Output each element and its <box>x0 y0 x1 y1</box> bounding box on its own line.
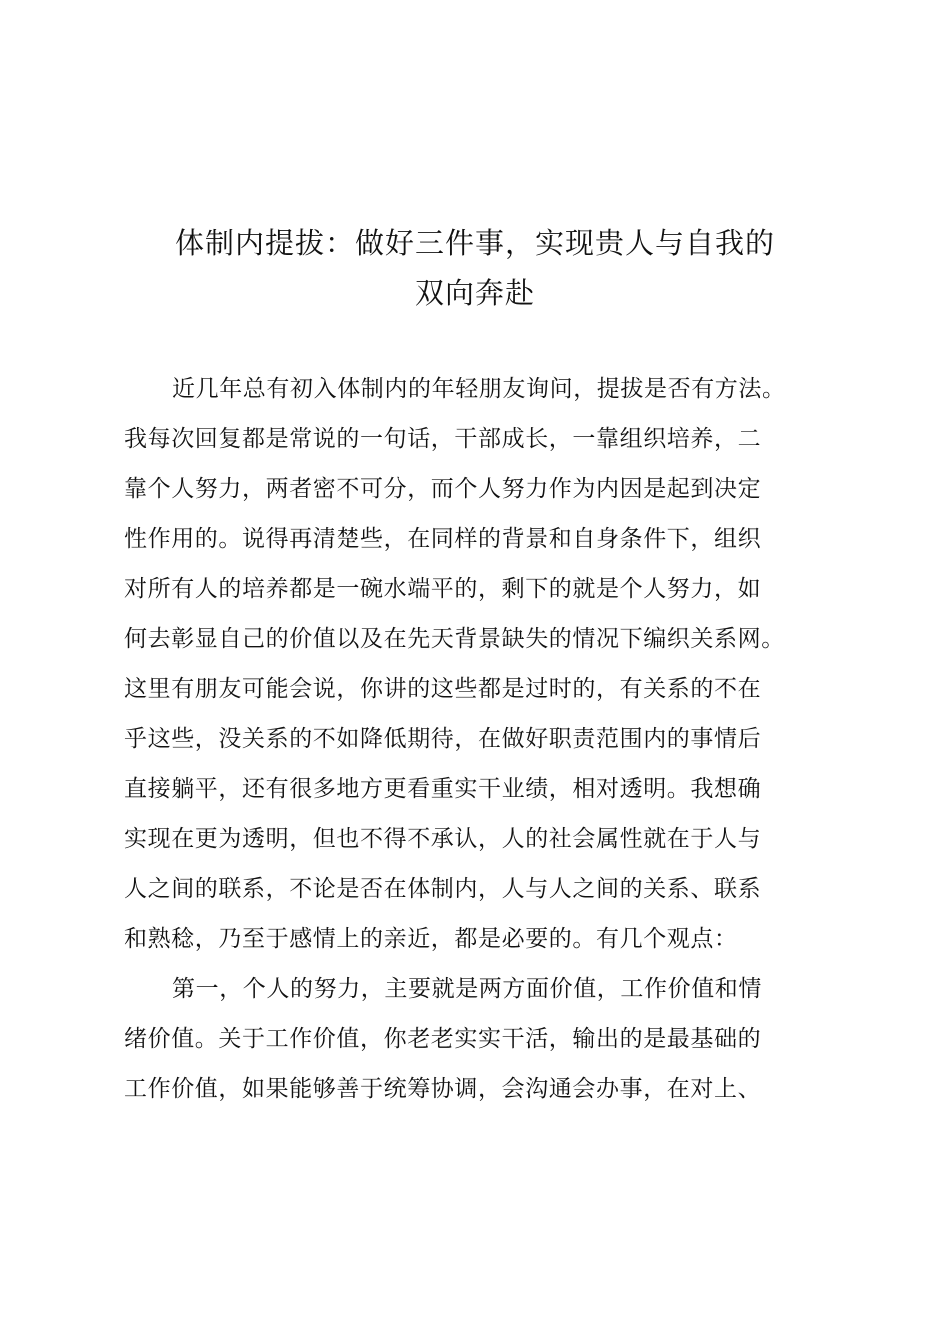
body-line: 靠个人努力，两者密不可分，而个人努力作为内因是起到决定 <box>124 476 762 502</box>
body-line: 实现在更为透明，但也不得不承认，人的社会属性就在于人与 <box>124 826 762 852</box>
document-title <box>110 218 840 318</box>
body-line: 人之间的联系，不论是否在体制内，人与人之间的关系、联系 <box>124 876 762 902</box>
body-line: 乎这些，没关系的不如降低期待，在做好职责范围内的事情后 <box>124 726 762 752</box>
body-line: 绪价值。关于工作价值，你老老实实干活，输出的是最基础的 <box>124 1026 762 1052</box>
body-line: 直接躺平，还有很多地方更看重实干业绩，相对透明。我想确 <box>124 776 762 802</box>
title-line-1: 体制内提拔：做好三件事，实现贵人与自我的 <box>174 226 775 260</box>
body-line: 这里有朋友可能会说，你讲的这些都是过时的，有关系的不在 <box>124 676 762 702</box>
body-line: 近几年总有初入体制内的年轻朋友询问，提拔是否有方法。 <box>172 376 786 402</box>
body-line: 和熟稔，乃至于感情上的亲近，都是必要的。有几个观点： <box>124 926 738 952</box>
body-line: 何去彰显自己的价值以及在先天背景缺失的情况下编织关系网。 <box>124 626 785 652</box>
document-body <box>124 364 824 1114</box>
body-line: 第一，个人的努力，主要就是两方面价值，工作价值和情 <box>172 976 762 1002</box>
body-line: 我每次回复都是常说的一句话，干部成长，一靠组织培养，二 <box>124 426 762 452</box>
body-line: 工作价值，如果能够善于统筹协调，会沟通会办事，在对上、 <box>124 1076 762 1102</box>
body-line: 对所有人的培养都是一碗水端平的，剩下的就是个人努力，如 <box>124 576 762 602</box>
title-line-2: 双向奔赴 <box>414 276 535 310</box>
body-line: 性作用的。说得再清楚些，在同样的背景和自身条件下，组织 <box>124 526 762 552</box>
